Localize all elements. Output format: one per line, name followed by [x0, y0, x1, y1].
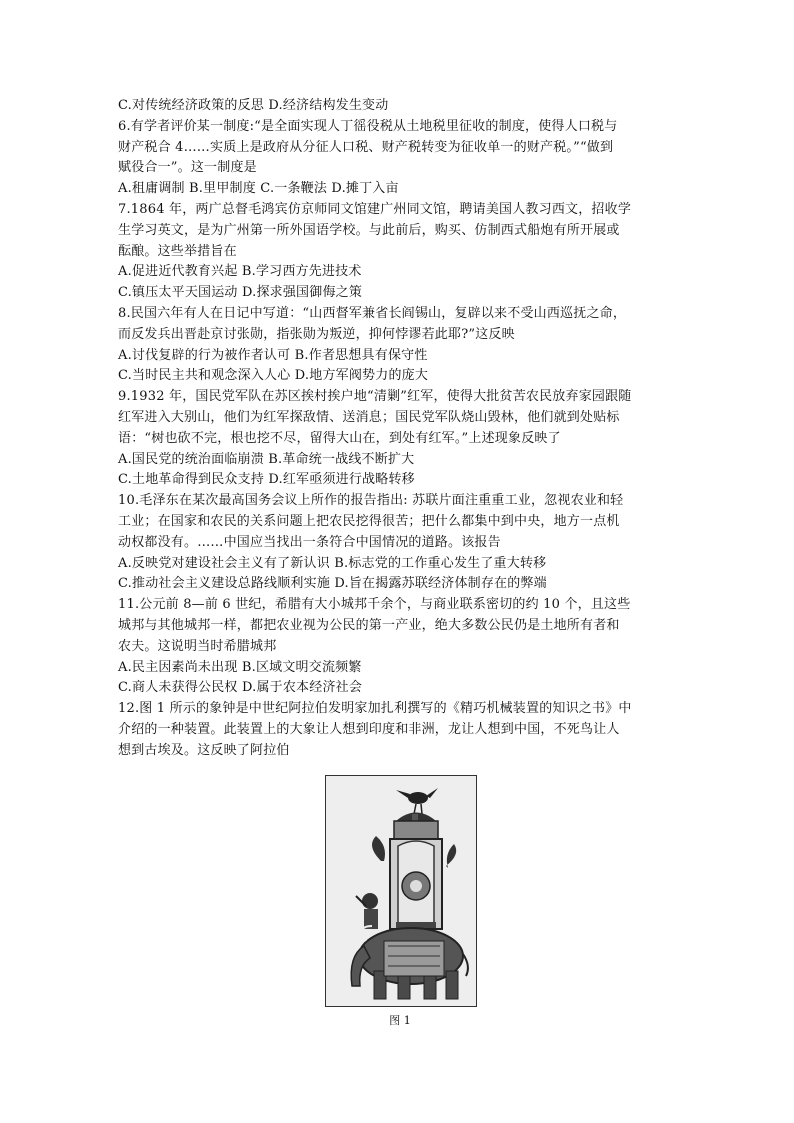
- exam-page: [118, 96, 680, 762]
- question-10-line-1: 10.毛泽东在某次最高国务会议上所作的报告指出: 苏联片面注重重工业，忽视农业和轻: [118, 493, 624, 509]
- question-6-line-1: 6.有学者评价某一制度:“是全面实现人丁徭役税从土地税里征收的制度，使得人口税与: [118, 118, 618, 134]
- question-11-options-cd: C.商人未获得公民权 D.属于农本经济社会: [118, 680, 363, 696]
- question-12-line-1: 12.图 1 所示的象钟是中世纪阿拉伯发明家加扎利撰写的《精巧机械装置的知识之书》中: [118, 701, 632, 717]
- question-8-line-1: 8.民国六年有人在日记中写道：“山西督军兼省长阎锡山，复辟以来不受山西巡抚之命，: [118, 305, 627, 321]
- question-9-line-3: 语：“树也砍不完，根也挖不尽，留得大山在，到处有红军。”上述现象反映了: [118, 430, 561, 446]
- question-6-line-2: 财产税合 4……实质上是政府从分征人口税、财产税转变为征收单一的财产税。”“做到: [118, 139, 614, 155]
- question-10-line-2: 工业；在国家和农民的关系问题上把农民挖得很苦；把什么都集中到中央，地方一点机: [118, 513, 620, 529]
- question-9: [118, 387, 680, 491]
- question-11-line-3: 农夫。这说明当时希腊城邦: [118, 638, 277, 654]
- question-8-options-cd: C.当时民主共和观念深入人心 D.地方军阀势力的庞大: [118, 368, 429, 384]
- question-7-options-cd: C.镇压太平天国运动 D.探求强国御侮之策: [118, 285, 363, 301]
- question-6: [118, 117, 680, 200]
- clock-tower: [390, 821, 442, 929]
- question-7: [118, 200, 680, 304]
- question-12-line-3: 想到古埃及。这反映了阿拉伯: [118, 742, 290, 758]
- question-11-line-1: 11.公元前 8—前 6 世纪，希腊有大小城邦千余个，与商业联系密切的约 10 个，且这些: [118, 597, 631, 613]
- elephant-clock-illustration: [326, 776, 476, 1006]
- question-9-options-cd: C.土地革命得到民众支持 D.红军亟须进行战略转移: [118, 472, 415, 488]
- question-7-line-2: 生学习英文，是为广州第一所外国语学校。与此前后，购买、仿制西式船炮有所开展或: [118, 222, 620, 238]
- question-10: [118, 491, 680, 595]
- question-7-options-ab: A.促进近代教育兴起 B.学习西方先进技术: [118, 264, 362, 280]
- question-8: [118, 304, 680, 387]
- figure-caption: 图 1: [389, 1014, 411, 1027]
- question-10-line-3: 动权都没有。……中国应当找出一条符合中国情况的道路。该报告: [118, 534, 501, 550]
- question-7-line-3: 酝酿。这些举措旨在: [118, 243, 237, 259]
- question-8-line-2: 而反发兵出晋赴京讨张勋，指张勋为叛逆，抑何悖谬若此耶?”这反映: [118, 326, 515, 342]
- question-9-line-1: 9.1932 年，国民党军队在苏区挨村挨户地“清剿”红军，使得大批贫苦农民放弃家园跟随: [118, 389, 632, 405]
- question-9-line-2: 红军进入大别山，他们为红军探敌情、送消息；国民党军队烧山毁林，他们就到处贴标: [118, 409, 620, 425]
- question-8-options-ab: A.讨伐复辟的行为被作者认可 B.作者思想具有保守性: [118, 347, 428, 363]
- question-12-line-2: 介绍的一种装置。此装置上的大象让人想到印度和非洲，龙让人想到中国，不死鸟让人: [118, 721, 620, 737]
- question-6-line-3: 赋役合一”。这一制度是: [118, 160, 257, 176]
- question-9-options-ab: A.国民党的统治面临崩溃 B.革命统一战线不断扩大: [118, 451, 415, 467]
- question-11: [118, 595, 680, 699]
- question-6-options: A.租庸调制 B.里甲制度 C.一条鞭法 D.摊丁入亩: [118, 181, 399, 197]
- prev-question-options: C.对传统经济政策的反思 D.经济结构发生变动: [118, 98, 389, 113]
- question-12: [118, 699, 680, 761]
- question-11-options-ab: A.民主因素尚未出现 B.区域文明交流频繁: [118, 659, 362, 675]
- question-10-options-cd: C.推动社会主义建设总路线顺利实施 D.旨在揭露苏联经济体制存在的弊端: [118, 576, 547, 592]
- question-10-options-ab: A.反映党对建设社会主义有了新认识 B.标志党的工作重心发生了重大转移: [118, 555, 547, 571]
- question-7-line-1: 7.1864 年，两广总督毛鸿宾仿京师同文馆建广州同文馆，聘请美国人教习西文，招收学: [118, 201, 632, 217]
- elephant-clock-figure: [325, 775, 477, 1007]
- question-11-line-2: 城邦与其他城邦一样，都把农业视为公民的第一产业，绝大多数公民仍是土地所有者和: [118, 617, 620, 633]
